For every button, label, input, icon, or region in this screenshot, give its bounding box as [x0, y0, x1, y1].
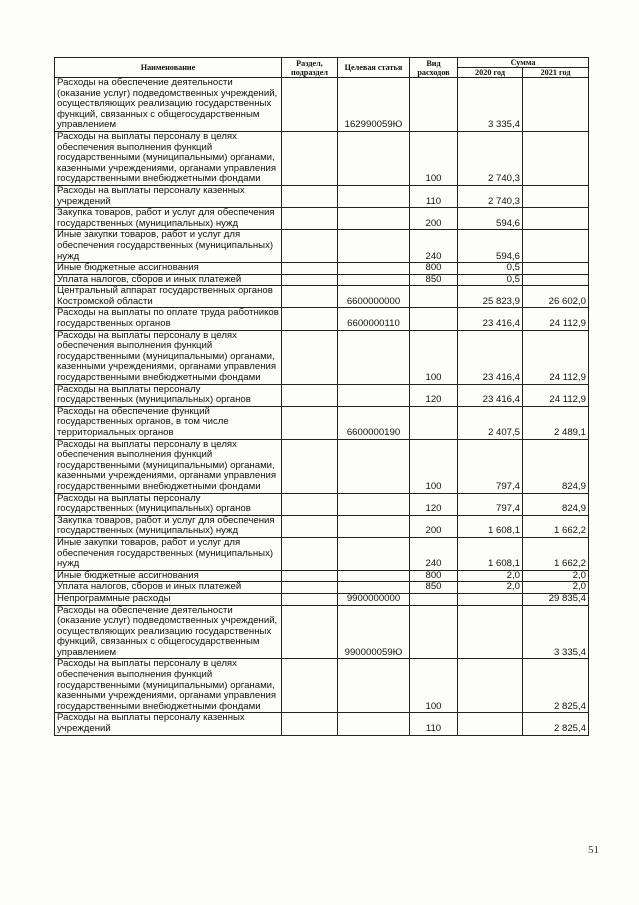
cell-name: Расходы на выплаты персоналу казенных учреждений: [55, 185, 282, 207]
cell-section: [282, 274, 338, 286]
table-row: [55, 208, 589, 230]
cell-kind: 200: [410, 208, 458, 230]
cell-target: 6600000110: [338, 308, 410, 330]
table-row: [55, 308, 589, 330]
cell-target: [338, 274, 410, 286]
cell-target: 990000059Ю: [338, 605, 410, 659]
cell-kind: 800: [410, 263, 458, 275]
cell-sum-2021: 26 602,0: [523, 286, 589, 308]
cell-section: [282, 384, 338, 406]
cell-kind: 800: [410, 570, 458, 582]
cell-sum-2020: 23 416,4: [458, 384, 523, 406]
cell-kind: 100: [410, 659, 458, 713]
cell-sum-2021: 29 835,4: [523, 593, 589, 605]
cell-name: Расходы на выплаты персоналу в целях обеспечения выполнения функций государственными (муниципальными) органами, казенными учреждениями, органами управления государственными внебюджетными фондами: [55, 330, 282, 384]
cell-name: Иные закупки товаров, работ и услуг для обеспечения государственных (муниципальных) нужд: [55, 230, 282, 263]
cell-section: [282, 78, 338, 132]
cell-target: [338, 713, 410, 735]
cell-target: [338, 582, 410, 594]
table-row: [55, 274, 589, 286]
cell-sum-2021: 1 662,2: [523, 537, 589, 570]
cell-section: [282, 493, 338, 515]
cell-sum-2020: 1 608,1: [458, 537, 523, 570]
cell-target: [338, 330, 410, 384]
cell-name: Центральный аппарат государственных органов Костромской области: [55, 286, 282, 308]
cell-kind: [410, 308, 458, 330]
cell-section: [282, 537, 338, 570]
table-row: [55, 439, 589, 493]
cell-target: [338, 230, 410, 263]
cell-sum-2020: 2 740,3: [458, 131, 523, 185]
table-row: [55, 582, 589, 594]
cell-sum-2021: 24 112,9: [523, 384, 589, 406]
cell-name: Уплата налогов, сборов и иных платежей: [55, 274, 282, 286]
cell-name: Расходы на выплаты персоналу в целях обеспечения выполнения функций государственными (муниципальными) органами, казенными учреждениями, органами управления государственными внебюджетными фондами: [55, 439, 282, 493]
cell-sum-2020: 2 740,3: [458, 185, 523, 207]
cell-kind: 240: [410, 537, 458, 570]
cell-name: Иные закупки товаров, работ и услуг для обеспечения государственных (муниципальных) нужд: [55, 537, 282, 570]
cell-section: [282, 330, 338, 384]
cell-sum-2021: 824,9: [523, 439, 589, 493]
cell-kind: 240: [410, 230, 458, 263]
cell-sum-2021: [523, 78, 589, 132]
cell-section: [282, 605, 338, 659]
cell-target: [338, 659, 410, 713]
header-sum: Сумма: [458, 58, 589, 68]
cell-name: Расходы на выплаты персоналу в целях обеспечения выполнения функций государственными (муниципальными) органами, казенными учреждениями, органами управления государственными внебюджетными фондами: [55, 659, 282, 713]
table-header: [55, 58, 589, 78]
cell-name: Непрограммные расходы: [55, 593, 282, 605]
cell-section: [282, 308, 338, 330]
table-row: [55, 131, 589, 185]
cell-kind: [410, 286, 458, 308]
cell-sum-2020: [458, 605, 523, 659]
cell-sum-2020: 3 335,4: [458, 78, 523, 132]
cell-target: 6600000190: [338, 406, 410, 439]
cell-name: Расходы на обеспечение деятельности (оказание услуг) подведомственных учреждений, осуществляющих реализацию государственных функций, связанных с общегосударственным управлением: [55, 605, 282, 659]
cell-sum-2020: 2 407,5: [458, 406, 523, 439]
cell-sum-2021: 2,0: [523, 570, 589, 582]
cell-section: [282, 659, 338, 713]
table-row: [55, 713, 589, 735]
cell-kind: 110: [410, 185, 458, 207]
cell-target: [338, 131, 410, 185]
cell-sum-2020: 2,0: [458, 582, 523, 594]
cell-sum-2020: 594,6: [458, 208, 523, 230]
cell-kind: [410, 406, 458, 439]
cell-sum-2021: 2 489,1: [523, 406, 589, 439]
cell-target: [338, 439, 410, 493]
table-row: [55, 537, 589, 570]
cell-target: 162990059Ю: [338, 78, 410, 132]
cell-section: [282, 515, 338, 537]
table-row: [55, 384, 589, 406]
table-row: [55, 263, 589, 275]
cell-sum-2021: 2 825,4: [523, 713, 589, 735]
cell-kind: [410, 593, 458, 605]
cell-kind: 200: [410, 515, 458, 537]
cell-section: [282, 230, 338, 263]
cell-kind: 850: [410, 274, 458, 286]
cell-kind: 120: [410, 493, 458, 515]
cell-sum-2021: [523, 185, 589, 207]
cell-sum-2021: [523, 263, 589, 275]
header-year-2020: 2020 год: [458, 68, 523, 78]
cell-section: [282, 582, 338, 594]
header-year-2021: 2021 год: [523, 68, 589, 78]
cell-sum-2021: 24 112,9: [523, 308, 589, 330]
cell-sum-2021: 2 825,4: [523, 659, 589, 713]
cell-target: [338, 537, 410, 570]
cell-sum-2021: 824,9: [523, 493, 589, 515]
table-row: [55, 286, 589, 308]
cell-name: Расходы на выплаты персоналу в целях обеспечения выполнения функций государственными (муниципальными) органами, казенными учреждениями, органами управления государственными внебюджетными фондами: [55, 131, 282, 185]
cell-section: [282, 131, 338, 185]
table-row: [55, 493, 589, 515]
cell-sum-2021: 2,0: [523, 582, 589, 594]
header-section: Раздел, подраздел: [282, 58, 338, 78]
cell-section: [282, 593, 338, 605]
cell-sum-2020: 23 416,4: [458, 308, 523, 330]
cell-sum-2020: 0,5: [458, 263, 523, 275]
page-number: 51: [588, 844, 599, 856]
cell-sum-2021: 1 662,2: [523, 515, 589, 537]
cell-sum-2020: [458, 713, 523, 735]
cell-section: [282, 439, 338, 493]
table-row: [55, 659, 589, 713]
cell-target: [338, 384, 410, 406]
cell-section: [282, 208, 338, 230]
table-body: [55, 78, 589, 736]
cell-section: [282, 263, 338, 275]
cell-section: [282, 570, 338, 582]
cell-name: Расходы на обеспечение функций государственных органов, в том числе территориальных органов: [55, 406, 282, 439]
table-row: [55, 330, 589, 384]
cell-target: [338, 493, 410, 515]
table-row: [55, 593, 589, 605]
table-row: [55, 185, 589, 207]
cell-sum-2020: 23 416,4: [458, 330, 523, 384]
cell-sum-2020: 2,0: [458, 570, 523, 582]
cell-kind: 100: [410, 330, 458, 384]
cell-section: [282, 406, 338, 439]
cell-name: Закупка товаров, работ и услуг для обеспечения государственных (муниципальных) нужд: [55, 208, 282, 230]
cell-name: Расходы на выплаты персоналу государственных (муниципальных) органов: [55, 493, 282, 515]
cell-section: [282, 286, 338, 308]
cell-target: [338, 185, 410, 207]
cell-target: 6600000000: [338, 286, 410, 308]
cell-name: Закупка товаров, работ и услуг для обеспечения государственных (муниципальных) нужд: [55, 515, 282, 537]
cell-target: [338, 570, 410, 582]
cell-target: [338, 208, 410, 230]
cell-kind: [410, 78, 458, 132]
cell-sum-2020: 25 823,9: [458, 286, 523, 308]
cell-target: 9900000000: [338, 593, 410, 605]
table-row: [55, 570, 589, 582]
cell-section: [282, 713, 338, 735]
cell-kind: [410, 605, 458, 659]
cell-sum-2021: 3 335,4: [523, 605, 589, 659]
cell-name: Расходы на выплаты персоналу казенных учреждений: [55, 713, 282, 735]
header-target: Целевая статья: [338, 58, 410, 78]
cell-name: Расходы на выплаты персоналу государственных (муниципальных) органов: [55, 384, 282, 406]
cell-name: Расходы на обеспечение деятельности (оказание услуг) подведомственных учреждений, осуществляющих реализацию государственных функций, связанных с общегосударственным управлением: [55, 78, 282, 132]
cell-name: Расходы на выплаты по оплате труда работников государственных органов: [55, 308, 282, 330]
table-row: [55, 78, 589, 132]
cell-name: Иные бюджетные ассигнования: [55, 263, 282, 275]
table-row: [55, 605, 589, 659]
cell-sum-2020: 594,6: [458, 230, 523, 263]
cell-sum-2021: [523, 230, 589, 263]
cell-name: Уплата налогов, сборов и иных платежей: [55, 582, 282, 594]
table-row: [55, 515, 589, 537]
cell-sum-2020: 797,4: [458, 439, 523, 493]
cell-kind: 120: [410, 384, 458, 406]
cell-target: [338, 263, 410, 275]
cell-sum-2021: [523, 208, 589, 230]
cell-sum-2020: 1 608,1: [458, 515, 523, 537]
cell-sum-2021: [523, 131, 589, 185]
table-row: [55, 230, 589, 263]
cell-sum-2020: 797,4: [458, 493, 523, 515]
cell-section: [282, 185, 338, 207]
cell-kind: 850: [410, 582, 458, 594]
cell-sum-2021: [523, 274, 589, 286]
budget-table: [54, 57, 589, 736]
cell-sum-2020: 0,5: [458, 274, 523, 286]
cell-sum-2020: [458, 593, 523, 605]
cell-kind: 100: [410, 131, 458, 185]
cell-name: Иные бюджетные ассигнования: [55, 570, 282, 582]
cell-sum-2021: 24 112,9: [523, 330, 589, 384]
cell-kind: 100: [410, 439, 458, 493]
cell-sum-2020: [458, 659, 523, 713]
header-name: Наименование: [55, 58, 282, 78]
cell-kind: 110: [410, 713, 458, 735]
table-row: [55, 406, 589, 439]
cell-target: [338, 515, 410, 537]
header-kind: Вид расходов: [410, 58, 458, 78]
